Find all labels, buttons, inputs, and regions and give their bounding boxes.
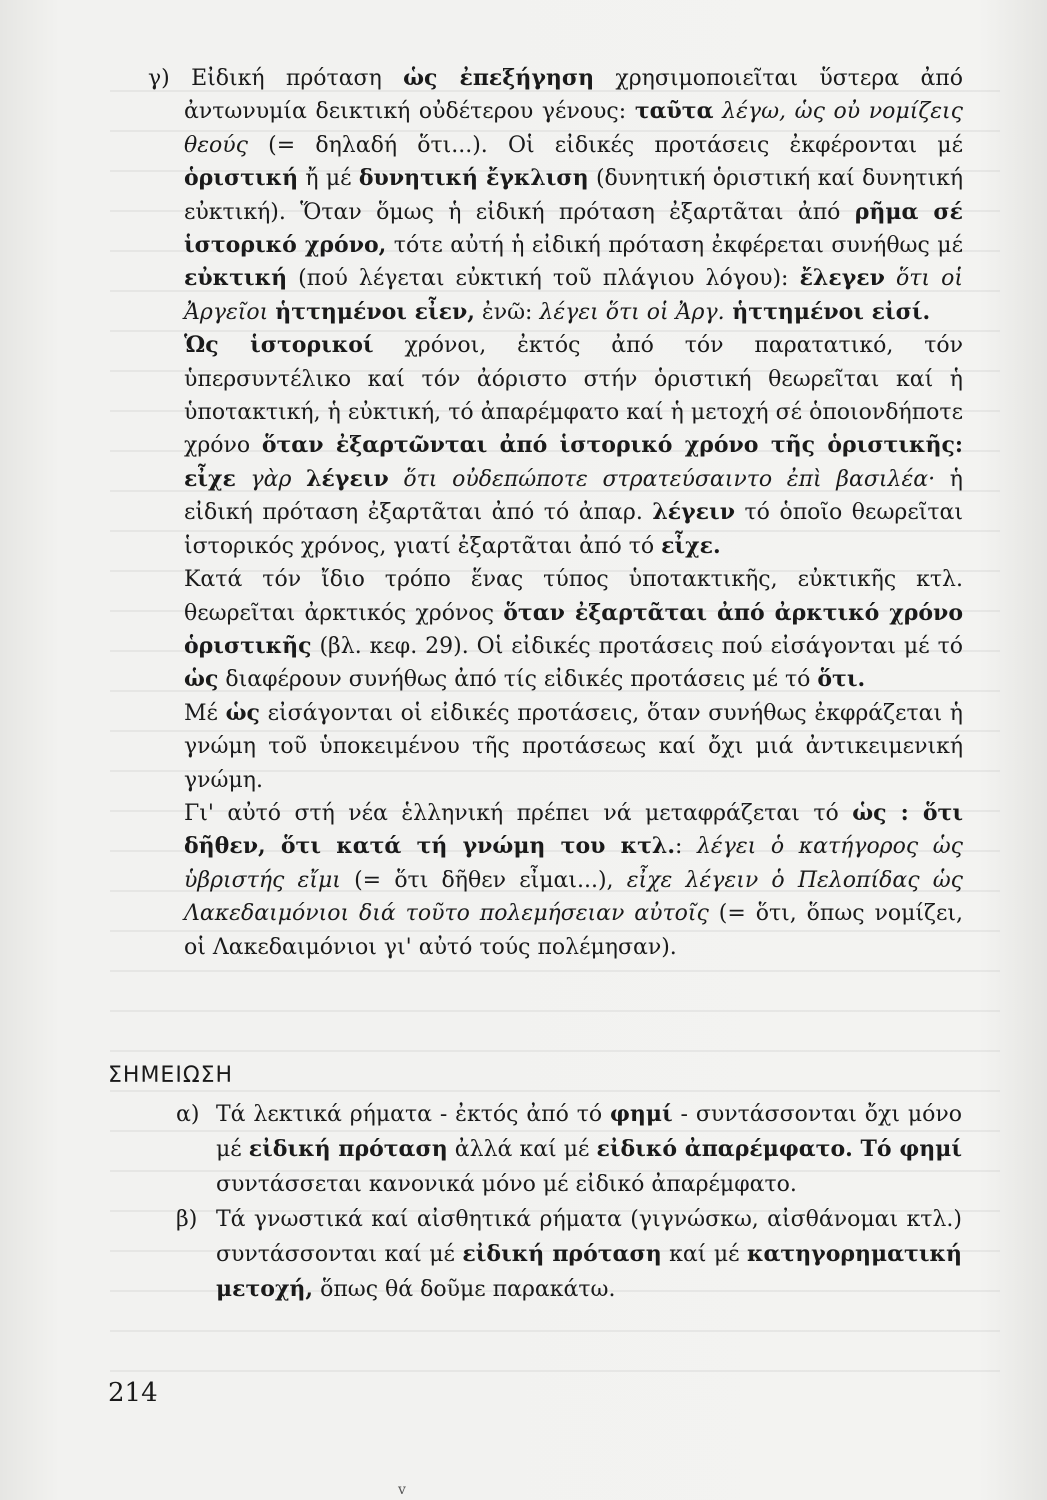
paragraph-primary-tenses: Κατά τόν ἴδιο τρόπο ἕνας τύπος ὑποτακτικῆς, εὐκτικῆς κτλ. θεωρεῖται ἀρκτικός χρόνος ὅταν ἐξαρτᾶται ἀπό ἀρκτικό χρόνο ὁριστικῆς (βλ. κεφ. 29). Οἱ εἰδικές προτάσεις πού εἰσάγονται μέ τό ὡς διαφέρουν συνήθως ἀπό τίς εἰδικές προτάσεις μέ τό ὅτι.: [184, 567, 963, 693]
main-text: [148, 62, 963, 964]
paragraph-hos: Μέ ὡς εἰσάγονται οἱ εἰδικές προτάσεις, ὅταν συνήθως ἐκφράζεται ἡ γνώμη τοῦ ὑποκειμένου τῆς προτάσεως καί ὄχι μιά ἀντικειμενική γνώμη.: [184, 699, 963, 793]
paragraph-translation: Γι' αὐτό στή νέα ἑλληνική πρέπει νά μεταφράζεται τό ὡς : ὅτι δῆθεν, ὅτι κατά τή γνώμη του κτλ.: λέγει ὁ κατήγορος ὡς ὑβριστής εἴμι (= ὅτι δῆθεν εἶμαι...), εἶχε λέγειν ὁ Πελοπίδας ὡς Λακεδαιμόνιοι διά τοῦτο πολεμήσειαν αὐτοῖς (= ὅτι, ὅπως νομίζει, οἱ Λακεδαιμόνιοι γι' αὐτό τούς πολέμησαν).: [184, 799, 963, 960]
note-heading: ΣΗΜΕΙΩΣΗ: [108, 1063, 234, 1088]
note-item-a: α) Τά λεκτικά ρήματα - ἐκτός ἀπό τό φημί - συντάσσονται ὄχι μόνο μέ εἰδική πρόταση ἀλλά καί μέ εἰδικό ἀπαρέμφατο. Τό φημί συντάσσεται κανονικά μόνο μέ εἰδικό ἀπαρέμφατο.: [176, 1101, 962, 1197]
paragraph-historic-tenses: Ὡς ἱστορικοί χρόνοι, ἐκτός ἀπό τόν παρατατικό, τόν ὑπερσυντέλικο καί τόν ἀόριστο στήν ὁριστική θεωρεῖται καί ἡ ὑποτακτική, ἡ εὐκτική, τό ἀπαρέμφατο καί ἡ μετοχή σέ ὁποιονδήποτε χρόνο ὅταν ἐξαρτῶνται ἀπό ἱστορικό χρόνο τῆς ὁριστικῆς: εἶχε γὰρ λέγειν ὅτι οὐδεπώποτε στρατεύσαιντο ἐπὶ βασιλέα· ἡ εἰδική πρόταση ἐξαρτᾶται ἀπό τό ἀπαρ. λέγειν τό ὁποῖο θεωρεῖται ἱστορικός χρόνος, γιατί ἐξαρτᾶται ἀπό τό εἶχε.: [184, 332, 964, 559]
scan-mark: ⅴ: [398, 1482, 406, 1498]
note-item-b: β) Τά γνωστικά καί αἰσθητικά ρήματα (γιγνώσκω, αἰσθάνομαι κτλ.) συντάσσονται καί μέ εἰδική πρόταση καί μέ κατηγορηματική μετοχή, ὅπως θά δοῦμε παρακάτω.: [176, 1207, 962, 1302]
page-number: 214: [108, 1378, 158, 1408]
note-list: [176, 1097, 962, 1307]
paragraph-gamma: γ) Εἰδική πρόταση ὡς ἐπεξήγηση χρησιμοποιεῖται ὕστερα ἀπό ἀντωνυμία δεικτική οὐδέτερου γένους: ταῦτα λέγω, ὡς οὐ νομίζεις θεούς (= δηλαδή ὅτι...). Οἱ εἰδικές προτάσεις ἐκφέρονται μέ ὁριστική ἤ μέ δυνητική ἔγκλιση (δυνητική ὁριστική καί δυνητική εὐκτική). Ὅταν ὅμως ἡ εἰδική πρόταση ἐξαρτᾶται ἀπό ρῆμα σέ ἱστορικό χρόνο, τότε αὐτή ἡ εἰδική πρόταση ἐκφέρεται συνήθως μέ εὐκτική (πού λέγεται εὐκτική τοῦ πλάγιου λόγου): ἔλεγεν ὅτι οἱ Ἀργεῖοι ἡττημένοι εἶεν, ἐνῶ: λέγει ὅτι οἱ Ἀργ. ἡττημένοι εἰσί.: [148, 65, 964, 325]
